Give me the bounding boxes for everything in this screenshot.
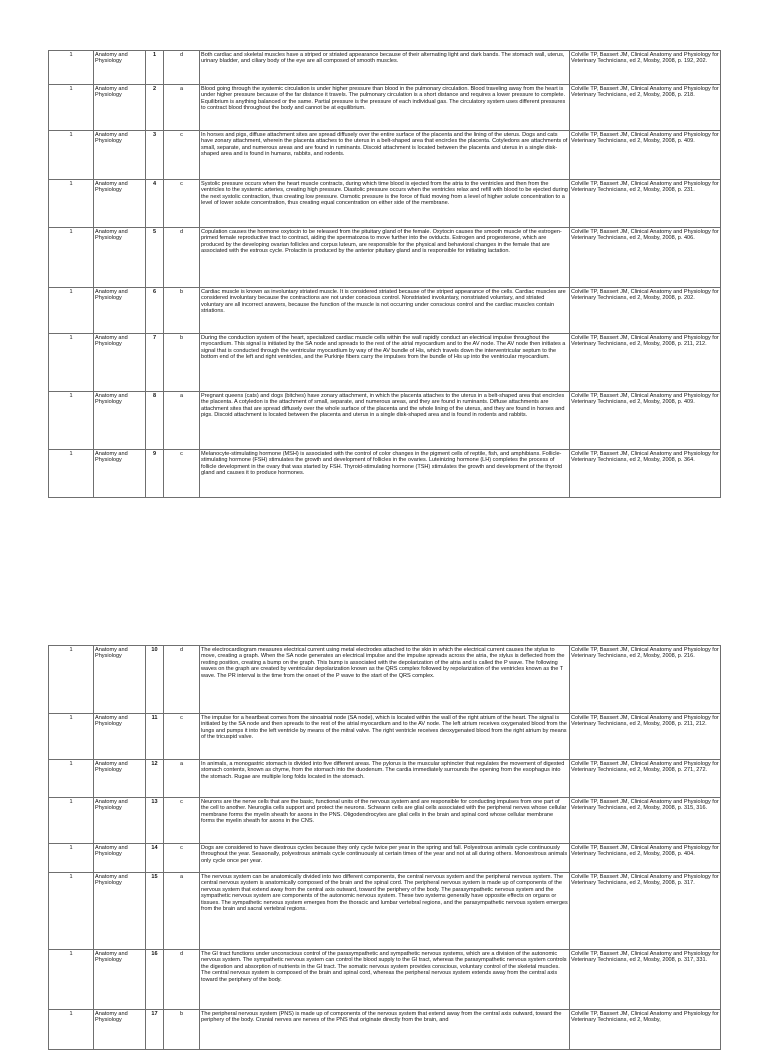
- row-number: 1: [49, 334, 94, 392]
- reference-text: Colville TP, Bassert JM, Clinical Anatomy and Physiology for Veterinary Technicians, ed 2, Mosby, 2008, p. 406.: [570, 228, 721, 288]
- explanation-text: The nervous system can be anatomically divided into two different components, the central nervous system and the peripheral nervous system. The central nervous system is anatomically composed of the brain and the spinal cord. The peripheral nervous system is made up of components of the nervous system that extend away from the central axis outward, toward the periphery of the body. The parasympathetic nervous system and the sympathetic nervous system are components of the autonomic nervous system. These two systems generally have opposite effects on organs or tissues. The sympathetic nervous system emerges from the thoracic and lumbar vertebral regions, and the parasympathetic nervous system emerges from the brain and sacral vertebral regions.: [200, 873, 570, 950]
- answer-letter: b: [164, 288, 200, 334]
- subject-cell: Anatomy and Physiology: [94, 131, 146, 180]
- question-number: 8: [146, 392, 164, 450]
- explanation-text: Pregnant queens (cats) and dogs (bitches) have zonary attachment, in which the placenta attaches to the uterus in a belt-shaped area that encircles the placenta. A cotyledon is the attachment of small, separate, and numerous areas, and they are found in ruminants. Diffuse attachments are attachment sites that are spread diffusely over the whole surface of the placenta and the whole lining of the uterus, and they are found in horses and pigs. Discoid attachment is located between the placenta and uterus in a single disk-shaped area and is found in rodents and rabbits.: [200, 392, 570, 450]
- reference-text: Colville TP, Bassert JM, Clinical Anatomy and Physiology for Veterinary Technicians, ed 2, Mosby, 2008, p. 216.: [570, 646, 721, 714]
- row-number: 1: [49, 392, 94, 450]
- subject-cell: Anatomy and Physiology: [94, 392, 146, 450]
- reference-text: Colville TP, Bassert JM, Clinical Anatomy and Physiology for Veterinary Technicians, ed 2, Mosby, 2008, p. 231.: [570, 180, 721, 228]
- explanation-text: During the conduction system of the heart, specialized cardiac muscle cells within the wall rapidly conduct an electrical impulse throughout the myocardium. This signal is initiated by the SA node and spreads to the rest of the atrial myocardium and to the AV node. The AV node then initiates a signal that is conducted through the ventricular myocardium by way of the AV bundle of His, which travels down the interventricular septum to the bottom end of the left and right ventricles, and the Purkinje fibers carry the impulses from the bundle of His up into the ventricular myocardium.: [200, 334, 570, 392]
- subject-cell: Anatomy and Physiology: [94, 646, 146, 714]
- subject-cell: Anatomy and Physiology: [94, 950, 146, 1010]
- subject-cell: Anatomy and Physiology: [94, 180, 146, 228]
- subject-cell: Anatomy and Physiology: [94, 760, 146, 798]
- question-number: 6: [146, 288, 164, 334]
- reference-text: Colville TP, Bassert JM, Clinical Anatomy and Physiology for Veterinary Technicians, ed 2, Mosby, 2008, p. 317, 331.: [570, 950, 721, 1010]
- answer-letter: d: [164, 950, 200, 1010]
- answer-letter: a: [164, 85, 200, 131]
- row-number: 1: [49, 228, 94, 288]
- subject-cell: Anatomy and Physiology: [94, 288, 146, 334]
- row-number: 1: [49, 180, 94, 228]
- answer-table: [48, 645, 721, 1050]
- table-row: [49, 1010, 721, 1050]
- question-number: 10: [146, 646, 164, 714]
- table-row: [49, 646, 721, 714]
- table-row: [49, 760, 721, 798]
- table-row: [49, 950, 721, 1010]
- question-number: 2: [146, 85, 164, 131]
- row-number: 1: [49, 844, 94, 873]
- answer-letter: d: [164, 51, 200, 85]
- table-row: [49, 85, 721, 131]
- question-number: 13: [146, 798, 164, 844]
- explanation-text: Blood going through the systemic circulation is under higher pressure than blood in the pulmonary circulation. Blood traveling away from the heart is under higher pressure because of the far distance it travels. The pulmonary circulation is a short distance and requires a lower pressure to complete. Equilibrium is anything balanced or the same. Partial pressure is the pressure of each individual gas. The circulatory system uses different pressures to contract blood throughout the body and cannot be at equilibrium.: [200, 85, 570, 131]
- subject-cell: Anatomy and Physiology: [94, 450, 146, 498]
- explanation-text: In animals, a monogastric stomach is divided into five different areas. The pylorus is the muscular sphincter that regulates the movement of digested stomach contents, known as chyme, from the stomach into the duodenum. The cardia immediately surrounds the opening from the esophagus into the stomach. Rugae are multiple long folds located in the stomach.: [200, 760, 570, 798]
- reference-text: Colville TP, Bassert JM, Clinical Anatomy and Physiology for Veterinary Technicians, ed 2, Mosby, 2008, p. 211, 212.: [570, 714, 721, 760]
- explanation-text: The electrocardiogram measures electrical current using metal electrodes attached to the skin in which the electrical current causes the stylus to move, creating a graph. When the SA node generates an electrical impulse and the impulse spreads across the atria, the stylus is deflected from the resting position, creating a bump on the graph. This bump is associated with the depolarization of the atria and is called the P wave. The following waves on the graph are created by ventricular depolarization known as the QRS complex followed by repolarization of the ventricles known as the T wave. The PR interval is the time from the onset of the P wave to the start of the QRS complex.: [200, 646, 570, 714]
- reference-text: Colville TP, Bassert JM, Clinical Anatomy and Physiology for Veterinary Technicians, ed 2, Mosby, 2008, p. 409.: [570, 131, 721, 180]
- answer-table-body: [49, 51, 721, 498]
- table-row: [49, 131, 721, 180]
- explanation-text: Neurons are the nerve cells that are the basic, functional units of the nervous system and are responsible for conducting impulses from one part of the cell to another. Neuroglia cells support and protect the neurons. Schwann cells are glial cells associated with the peripheral nerves whose cellular membrane forms the myelin sheath for axons in the PNS. Oligodendrocytes are glial cells in the brain and spinal cord whose cellular membrane forms the myelin sheath for axons in the CNS.: [200, 798, 570, 844]
- table-row: [49, 714, 721, 760]
- subject-cell: Anatomy and Physiology: [94, 228, 146, 288]
- answer-letter: c: [164, 714, 200, 760]
- explanation-text: The GI tract functions under unconscious control of the parasympathetic and sympathetic nervous systems, which are a division of the autonomic nervous system. The sympathetic nervous system can control the blood supply to the GI tract, whereas the parasympathetic nervous system controls the digestion and absorption of nutrients in the GI tract. The somatic nervous system provides conscious, voluntary control of the skeletal muscles. The central nervous system is composed of the brain and spinal cord, whereas the peripheral nervous system extends away from the central axis toward the periphery of the body.: [200, 950, 570, 1010]
- question-number: 11: [146, 714, 164, 760]
- question-number: 1: [146, 51, 164, 85]
- table-row: [49, 873, 721, 950]
- table-row: [49, 334, 721, 392]
- question-number: 17: [146, 1010, 164, 1050]
- question-number: 12: [146, 760, 164, 798]
- answer-letter: c: [164, 450, 200, 498]
- question-number: 14: [146, 844, 164, 873]
- row-number: 1: [49, 131, 94, 180]
- answer-table-body: [49, 646, 721, 1050]
- answer-table: [48, 50, 721, 498]
- answer-table-page-1: [48, 50, 720, 498]
- subject-cell: Anatomy and Physiology: [94, 873, 146, 950]
- explanation-text: Both cardiac and skeletal muscles have a striped or striated appearance because of their alternating light and dark bands. The stomach wall, uterus, urinary bladder, and ciliary body of the eye are all composed of smooth muscles.: [200, 51, 570, 85]
- row-number: 1: [49, 950, 94, 1010]
- question-number: 4: [146, 180, 164, 228]
- subject-cell: Anatomy and Physiology: [94, 85, 146, 131]
- subject-cell: Anatomy and Physiology: [94, 1010, 146, 1050]
- table-row: [49, 51, 721, 85]
- question-number: 9: [146, 450, 164, 498]
- reference-text: Colville TP, Bassert JM, Clinical Anatomy and Physiology for Veterinary Technicians, ed 2, Mosby, 2008, p. 211, 212.: [570, 334, 721, 392]
- row-number: 1: [49, 873, 94, 950]
- reference-text: Colville TP, Bassert JM, Clinical Anatomy and Physiology for Veterinary Technicians, ed 2, Mosby, 2008, p. 409.: [570, 392, 721, 450]
- table-row: [49, 228, 721, 288]
- table-row: [49, 288, 721, 334]
- answer-letter: a: [164, 873, 200, 950]
- reference-text: Colville TP, Bassert JM, Clinical Anatomy and Physiology for Veterinary Technicians, ed 2, Mosby, 2008, p. 364.: [570, 450, 721, 498]
- reference-text: Colville TP, Bassert JM, Clinical Anatomy and Physiology for Veterinary Technicians, ed 2, Mosby, 2008, p. 315, 316.: [570, 798, 721, 844]
- table-row: [49, 180, 721, 228]
- question-number: 5: [146, 228, 164, 288]
- subject-cell: Anatomy and Physiology: [94, 844, 146, 873]
- answer-letter: b: [164, 334, 200, 392]
- answer-letter: d: [164, 228, 200, 288]
- explanation-text: Cardiac muscle is known as involuntary striated muscle. It is considered striated because of the striped appearance of the cells. Cardiac muscles are considered involuntary because the contractions are not under conscious control. Nonstriated involuntary, nonstriated voluntary, and striated voluntary are all incorrect answers, because the function of the muscle is not occurring under conscious control and the cardiac muscles contain striations.: [200, 288, 570, 334]
- row-number: 1: [49, 760, 94, 798]
- answer-table-page-2: [48, 645, 720, 1050]
- row-number: 1: [49, 288, 94, 334]
- answer-letter: c: [164, 131, 200, 180]
- question-number: 15: [146, 873, 164, 950]
- row-number: 1: [49, 714, 94, 760]
- reference-text: Colville TP, Bassert JM, Clinical Anatomy and Physiology for Veterinary Technicians, ed 2, Mosby, 2008, p. 271, 272.: [570, 760, 721, 798]
- table-row: [49, 844, 721, 873]
- row-number: 1: [49, 85, 94, 131]
- explanation-text: Dogs are considered to have diestrous cycles because they only cycle twice per year in the spring and fall. Polyestrous animals cycle continuously throughout the year. Seasonally, polyestrous animals cycle continuously at certain times of the year and not at all during others. Monoestrous animals only cycle once per year.: [200, 844, 570, 873]
- subject-cell: Anatomy and Physiology: [94, 798, 146, 844]
- question-number: 7: [146, 334, 164, 392]
- row-number: 1: [49, 798, 94, 844]
- table-row: [49, 798, 721, 844]
- row-number: 1: [49, 1010, 94, 1050]
- reference-text: Colville TP, Bassert JM, Clinical Anatomy and Physiology for Veterinary Technicians, ed 2, Mosby, 2008, p. 404.: [570, 844, 721, 873]
- answer-letter: d: [164, 646, 200, 714]
- explanation-text: In horses and pigs, diffuse attachment sites are spread diffusely over the entire surface of the placenta and the lining of the uterus. Dogs and cats have zonary attachment, wherein the placenta attaches to the uterus in a belt-shaped area that encircles the placenta. Cotyledons are attachments of small, separate, and numerous areas and are found in ruminants. Discoid attachment is located between the placenta and uterus in a single disk-shaped area and is found in humans, rabbits, and rodents.: [200, 131, 570, 180]
- reference-text: Colville TP, Bassert JM, Clinical Anatomy and Physiology for Veterinary Technicians, ed 2, Mosby, 2008, p. 202.: [570, 288, 721, 334]
- explanation-text: Systolic pressure occurs when the heart muscle contracts, during which time blood is ejected from the atria to the ventricles and then from the ventricles to the systemic arteries, creating high pressure. Diastolic pressure occurs when the ventricles relax and refill with blood to be ejected during the next systolic contraction, thus creating low pressure. Osmotic pressure is the force of fluid moving from a level of higher solute concentration to a level of lower solute concentration, thus creating equal concentration on either side of the membrane.: [200, 180, 570, 228]
- answer-letter: b: [164, 1010, 200, 1050]
- explanation-text: Copulation causes the hormone oxytocin to be released from the pituitary gland of the female. Oxytocin causes the smooth muscle of the estrogen-primed female reproductive tract to contract, aiding the spermatozoa to move further into the oviducts. Estrogen and progesterone, which are produced by the developing ovarian follicles and corpus luteum, are responsible for the physical and behavioral changes in the female that are associated with the estrous cycle. Prolactin is produced by the anterior pituitary gland and is responsible for initiating lactation.: [200, 228, 570, 288]
- subject-cell: Anatomy and Physiology: [94, 334, 146, 392]
- table-row: [49, 450, 721, 498]
- row-number: 1: [49, 646, 94, 714]
- explanation-text: The impulse for a heartbeat comes from the sinoatrial node (SA node), which is located within the wall of the right atrium of the heart. The signal is initiated by the SA node and then spreads to the rest of the atrial myocardium and to the AV node. The left atrium receives oxygenated blood from the lungs and pumps it into the left ventricle by means of the mitral valve. The right ventricle receives deoxygenated blood from the right atrium by means of the tricuspid valve.: [200, 714, 570, 760]
- reference-text: Colville TP, Bassert JM, Clinical Anatomy and Physiology for Veterinary Technicians, ed 2, Mosby,: [570, 1010, 721, 1050]
- answer-letter: c: [164, 798, 200, 844]
- answer-letter: c: [164, 844, 200, 873]
- reference-text: Colville TP, Bassert JM, Clinical Anatomy and Physiology for Veterinary Technicians, ed 2, Mosby, 2008, p. 317.: [570, 873, 721, 950]
- answer-letter: c: [164, 180, 200, 228]
- row-number: 1: [49, 51, 94, 85]
- question-number: 3: [146, 131, 164, 180]
- subject-cell: Anatomy and Physiology: [94, 714, 146, 760]
- row-number: 1: [49, 450, 94, 498]
- answer-letter: a: [164, 392, 200, 450]
- question-number: 16: [146, 950, 164, 1010]
- subject-cell: Anatomy and Physiology: [94, 51, 146, 85]
- reference-text: Colville TP, Bassert JM, Clinical Anatomy and Physiology for Veterinary Technicians, ed 2, Mosby, 2008, p. 192, 202.: [570, 51, 721, 85]
- table-row: [49, 392, 721, 450]
- reference-text: Colville TP, Bassert JM, Clinical Anatomy and Physiology for Veterinary Technicians, ed 2, Mosby, 2008, p. 218.: [570, 85, 721, 131]
- answer-letter: a: [164, 760, 200, 798]
- explanation-text: The peripheral nervous system (PNS) is made up of components of the nervous system that extend away from the central axis outward, toward the periphery of the body. Cranial nerves are nerves of the PNS that originate directly from the brain, and: [200, 1010, 570, 1050]
- explanation-text: Melanocyte-stimulating hormone (MSH) is associated with the control of color changes in the pigment cells of reptile, fish, and amphibians. Follicle-stimulating hormone (FSH) stimulates the growth and development of follicles in the ovaries. Luteinizing hormone (LH) completes the process of follicle development in the ovary that was started by FSH. Thyroid-stimulating hormone (TSH) stimulates the growth and development of the thyroid gland and causes it to produce hormones.: [200, 450, 570, 498]
